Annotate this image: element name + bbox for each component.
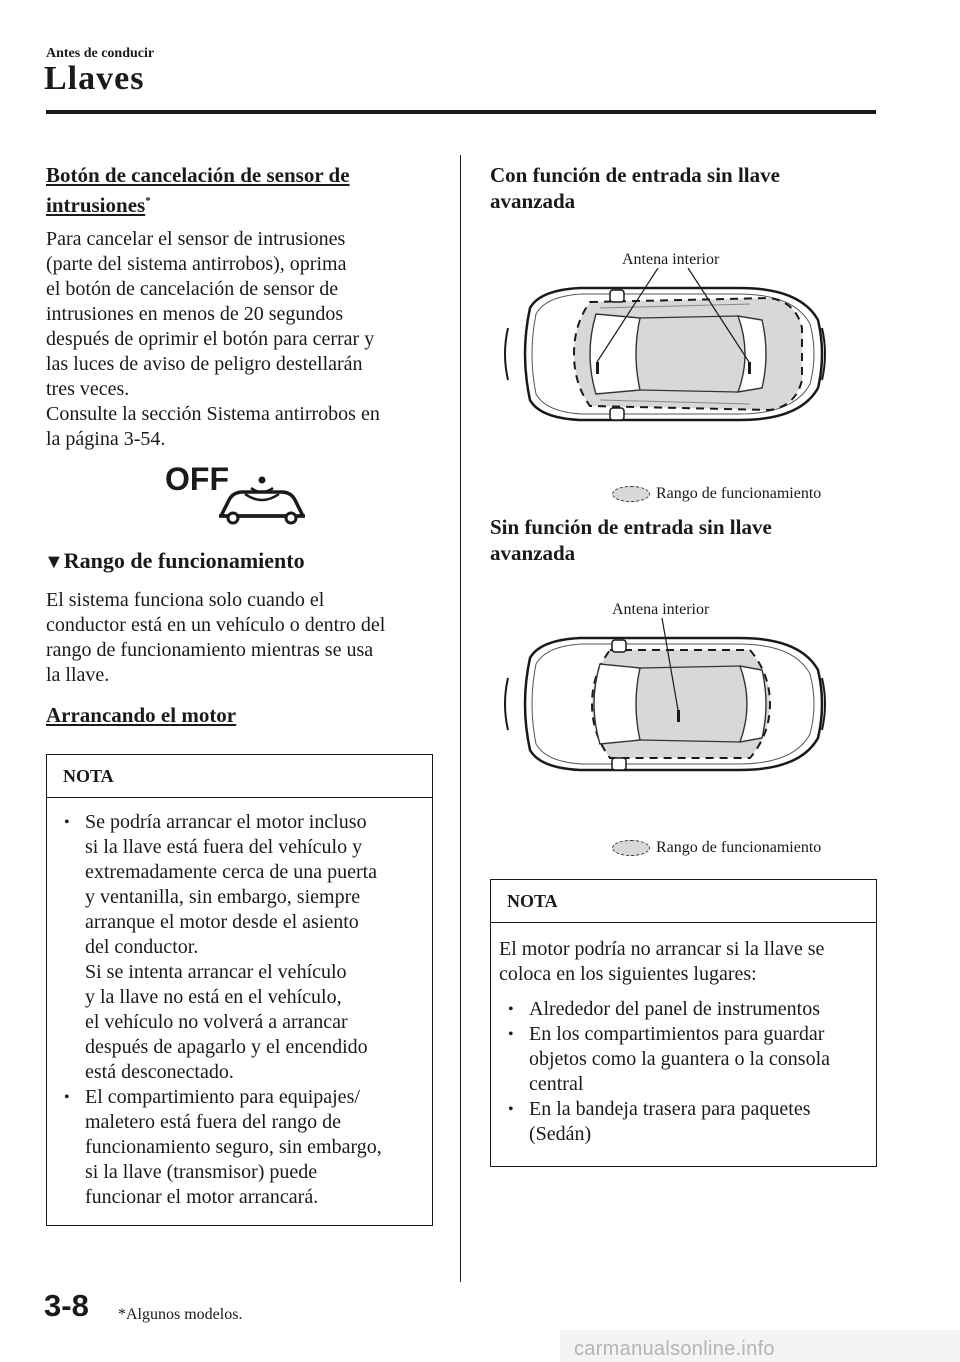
range-legend-1: Rango de funcionamiento	[612, 484, 821, 504]
note-item: • Alrededor del panel de instrumentos	[491, 997, 876, 1022]
note-box-right	[490, 879, 877, 1167]
start-engine-heading: Arrancando el motor	[46, 703, 237, 727]
note-item: • En la bandeja trasera para paquetes (Sedán)	[491, 1097, 876, 1147]
note-title: NOTA	[47, 755, 432, 798]
range-area-icon	[612, 486, 650, 502]
triangle-down-icon: ▼	[44, 551, 64, 573]
note-item: • Se podría arrancar el motor incluso si la llave está fuera del vehículo y extremadamente cerca de una puerta y ventanilla, sin embargo, siempre arranque el motor desde el asiento del conductor. Si se intenta arrancar el vehículo y la llave no está en el vehículo, el vehículo no volverá a arrancar después de apagarlo y el encendido está desconectado.	[47, 810, 422, 1085]
note-list	[47, 810, 432, 1210]
note-item: • En los compartimientos para guardar objetos como la guantera o la consola central	[491, 1022, 876, 1097]
range-body: El sistema funciona solo cuando el conductor está en un vehículo o dentro del rango de funcionamiento mientras se usa la llave.	[46, 589, 386, 686]
note-intro: El motor podría no arrancar si la llave se coloca en los siguientes lugares:	[499, 938, 825, 985]
with-keyless-heading: Con función de entrada sin llave avanzada	[490, 163, 780, 213]
off-icon-text: OFF	[165, 461, 229, 497]
intrusion-body: Para cancelar el sensor de intrusiones (parte del sistema antirrobos), oprima el botón de cancelación de sensor de intrusiones en menos de 20 segundos después de oprimir el botón para cerrar y las luces de aviso de peligro destellarán tres veces. Consulte la sección Sistema antirrobos en la página 3-54.	[46, 228, 380, 450]
section-label: Antes de conducir	[46, 46, 155, 61]
column-divider	[460, 155, 461, 1282]
range-area-icon	[612, 840, 650, 856]
note-item: • El compartimiento para equipajes/ maletero está fuera del rango de funcionamiento seguro, sin embargo, si la llave (transmisor) puede funcionar el motor arrancará.	[47, 1085, 422, 1210]
antenna-label-2: Antena interior	[612, 601, 710, 618]
without-keyless-heading: Sin función de entrada sin llave avanzada	[490, 515, 772, 565]
note-list	[491, 997, 876, 1147]
chapter-title: Llaves	[44, 60, 145, 97]
footnote: *Algunos modelos.	[118, 1306, 243, 1323]
antenna-label-1: Antena interior	[622, 251, 720, 268]
car-diagram-with-keyless	[500, 268, 830, 440]
intrusion-heading: Botón de cancelación de sensor de intrusiones*	[46, 163, 350, 217]
range-heading: ▼Rango de funcionamiento	[44, 548, 305, 573]
note-box-left	[46, 754, 433, 1226]
range-legend-2: Rango de funcionamiento	[612, 838, 821, 858]
watermark: carmanualsonline.info	[574, 1338, 775, 1360]
intrusion-sensor-off-icon	[163, 458, 323, 528]
note-title: NOTA	[491, 880, 876, 923]
page-number: 3-8	[44, 1288, 89, 1323]
header-rule	[46, 110, 876, 114]
car-diagram-without-keyless	[500, 618, 830, 790]
